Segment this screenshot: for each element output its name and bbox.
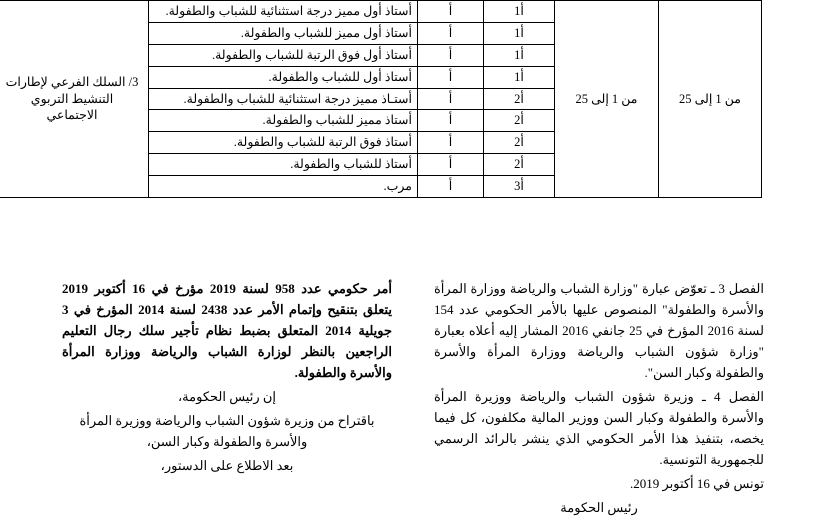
grade-label: أستاذ مميز للشباب والطفولة.: [149, 110, 418, 132]
place-and-date: تونس في 16 أكتوبر 2019.: [629, 476, 764, 492]
grade-label: أستاذ أول فوق الرتبة للشباب والطفولة.: [149, 44, 418, 66]
body-text-area: [0, 278, 822, 516]
text-column-left: [62, 278, 392, 479]
grade-number: أ2: [484, 132, 555, 154]
preamble-line-1: إن رئيس الحكومة،: [177, 389, 277, 405]
grade-mark: أ: [418, 1, 484, 23]
signature-line: رئيس الحكومة: [560, 500, 638, 516]
subcorps-category-label: 3/ السلك الفرعي لإطارات التنشيط التربوي الاجتماعي: [5, 74, 139, 123]
grade-mark: أ: [418, 176, 484, 198]
grade-label: أستاذ فوق الرتبة للشباب والطفولة.: [149, 132, 418, 154]
article-3-paragraph: الفصل 3 ـ تعوّض عبارة "وزارة الشباب والرياضة ووزارة المرأة والأسرة والطفولة" المنصوص عليها بالأمر الحكومي عدد 154 لسنة 2016 المؤرخ في 25 جانفي 2016 المشار إليه أعلاه بعبارة "وزارة شؤون الشباب والرياضة ووزارة المرأة والأسرة والطفولة وكبار السن".: [434, 281, 764, 381]
grade-number: أ1: [484, 22, 555, 44]
grade-number: أ1: [484, 1, 555, 23]
text-column-right: [434, 278, 764, 522]
grade-number: أ2: [484, 154, 555, 176]
grade-mark: أ: [418, 110, 484, 132]
article-4-paragraph: الفصل 4 ـ وزيرة شؤون الشباب والرياضة ووزيرة المرأة والأسرة والطفولة وكبار السن ووزير المالية مكلفون، كل فيما يخصه، بتنفيذ هذا الأمر الحكومي الذي ينشر بالرائد الرسمي للجمهورية التونسية.: [434, 389, 764, 468]
grade-label: أستاذ أول مميز للشباب والطفولة.: [149, 22, 418, 44]
subcorps-category: [0, 1, 149, 198]
grade-mark: أ: [418, 44, 484, 66]
grade-number: أ1: [484, 44, 555, 66]
grade-label: أستاذ أول مميز درجة استثنائية للشباب والطفولة.: [149, 1, 418, 23]
grade-label: مرب.: [149, 176, 418, 198]
grade-number: أ1: [484, 66, 555, 88]
grade-number: أ3: [484, 176, 555, 198]
grade-mark: أ: [418, 22, 484, 44]
grade-mark: أ: [418, 88, 484, 110]
salary-grid-table: [5, 0, 762, 198]
grade-label: أستـاذ مميز درجة استثنائية للشباب والطفولة.: [149, 88, 418, 110]
grade-label: أستاذ للشباب والطفولة.: [149, 154, 418, 176]
grade-mark: أ: [418, 132, 484, 154]
decree-title: أمر حكومي عدد 958 لسنة 2019 مؤرخ في 16 أكتوبر 2019 يتعلق بتنقيح وإتمام الأمر عدد 2438 لسنة 2014 المؤرخ في 3 جويلية 2014 المتعلق بضبط نظام تأجير سلك رجال التعليم الراجعين بالنظر لوزارة الشباب والرياضة ووزارة المرأة والأسرة والطفولة.: [62, 281, 393, 381]
grade-number: أ2: [484, 88, 555, 110]
grade-mark: أ: [418, 154, 484, 176]
grade-mark: أ: [418, 66, 484, 88]
table-row: [0, 1, 762, 23]
range-cell-1: من 1 إلى 25: [659, 1, 762, 198]
preamble-line-3: بعد الاطلاع على الدستور،: [160, 458, 294, 474]
grade-label: أستاذ أول للشباب والطفولة.: [149, 66, 418, 88]
grade-number: أ2: [484, 110, 555, 132]
range-cell-2: من 1 إلى 25: [555, 1, 659, 198]
preamble-line-2: باقتراح من وزيرة شؤون الشباب والرياضة ووزيرة المرأة والأسرة والطفولة وكبار السن،: [79, 413, 375, 450]
